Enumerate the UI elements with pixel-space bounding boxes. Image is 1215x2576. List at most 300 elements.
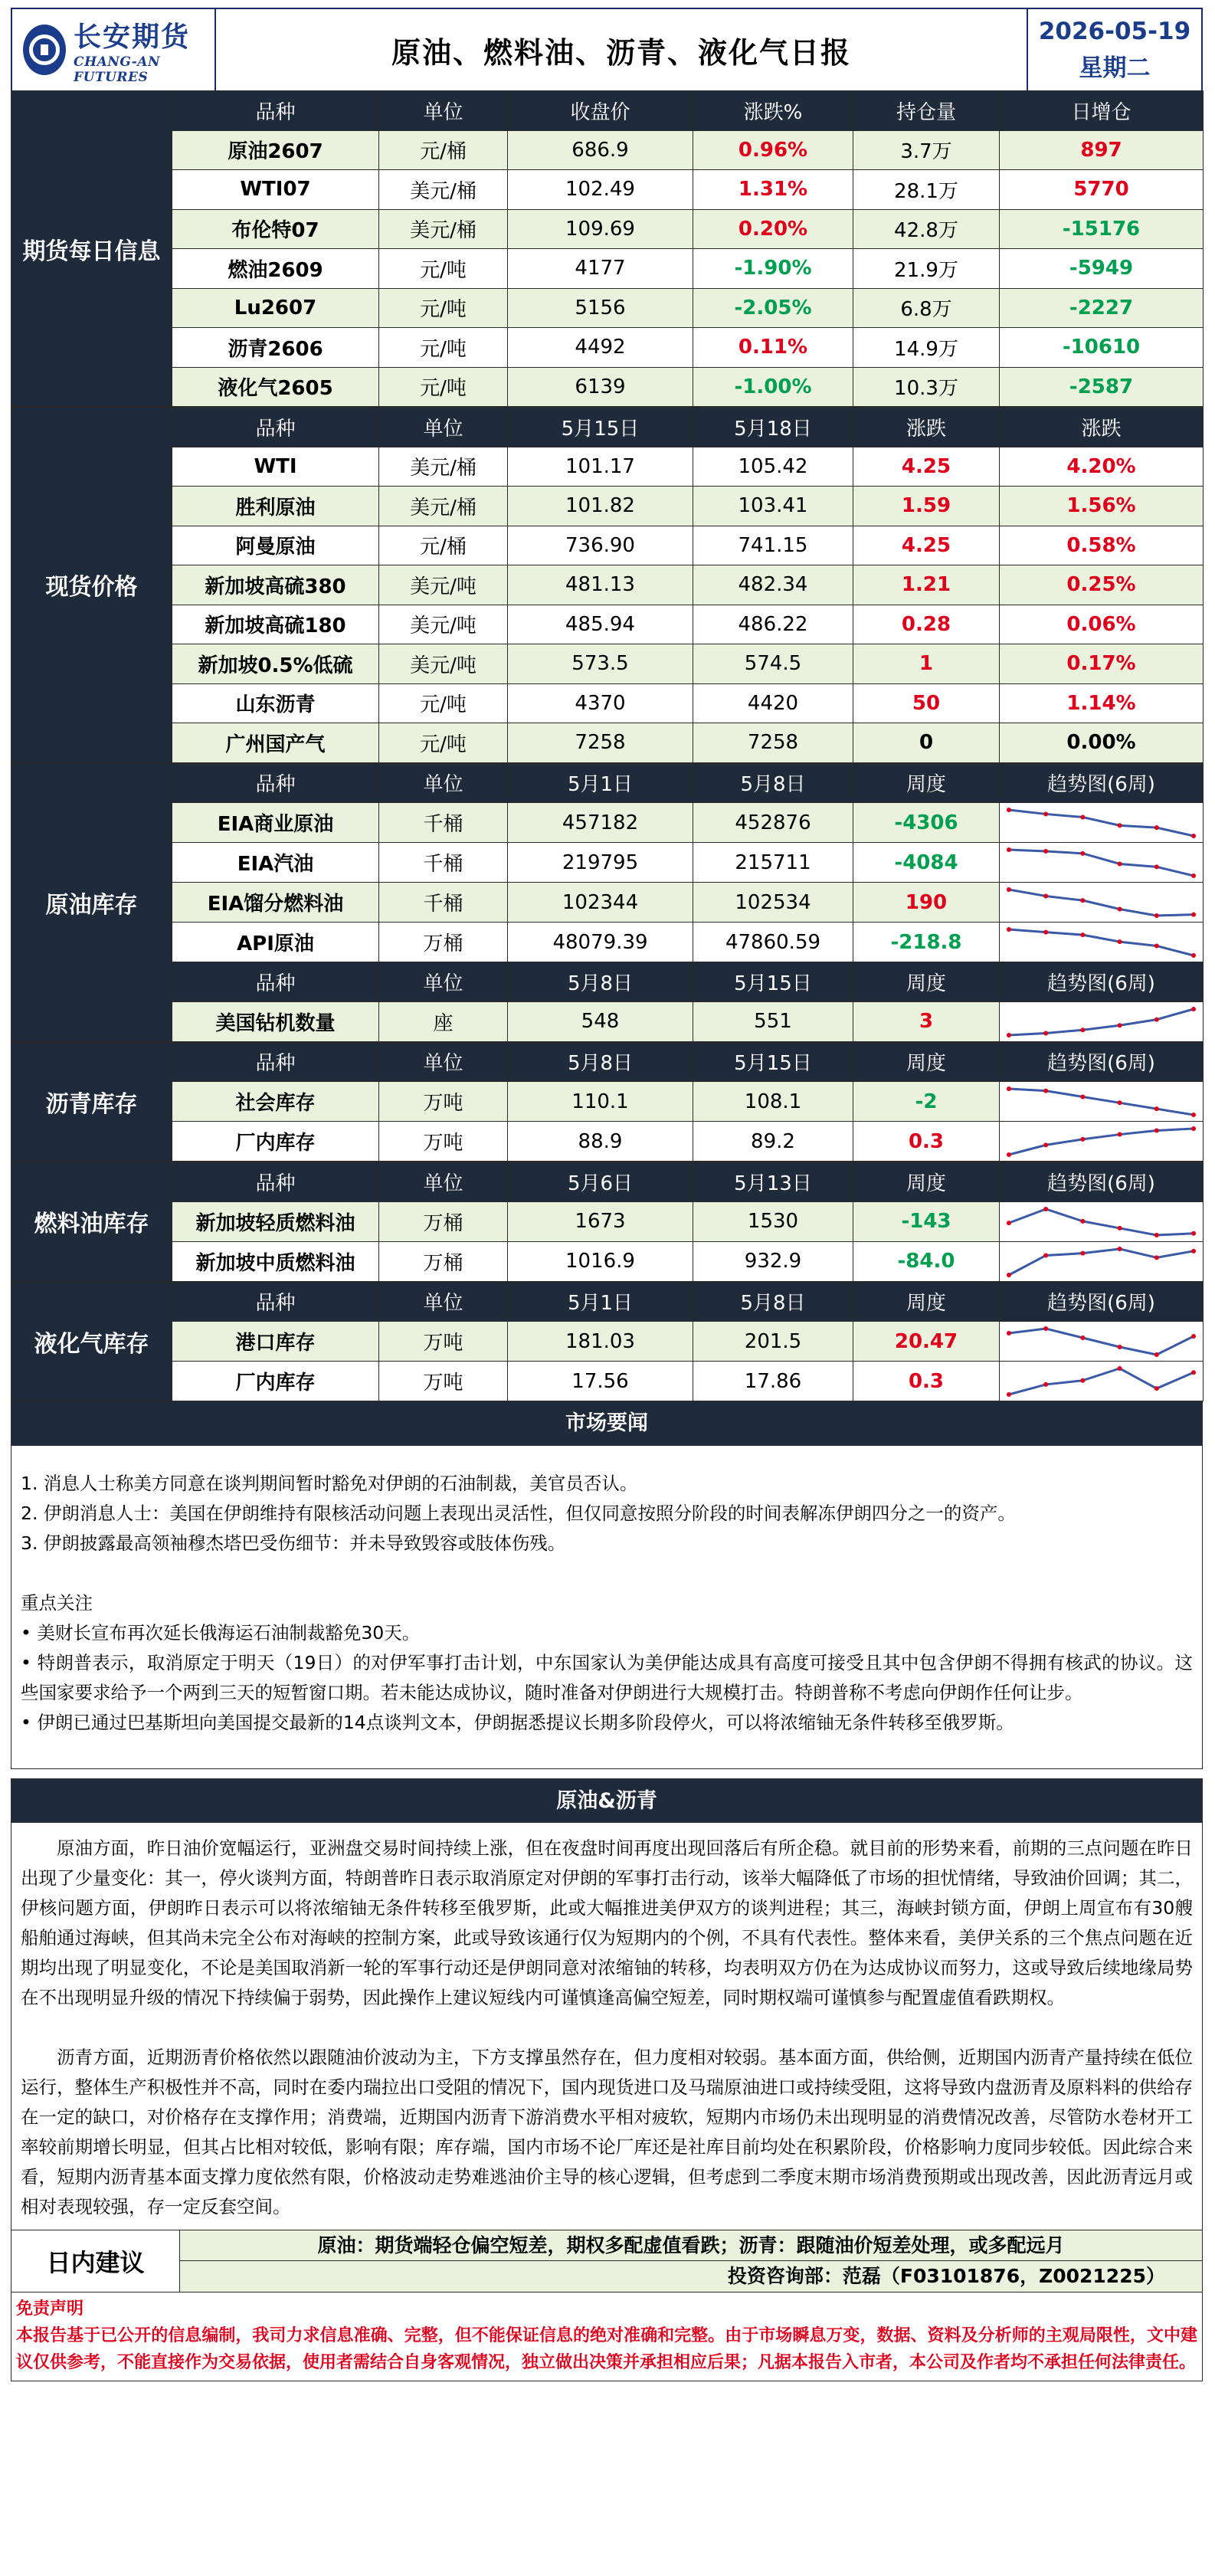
- focus-item: • 伊朗已通过巴基斯坦向美国提交最新的14点谈判文本，伊朗据悉提议长期多阶段停火，可以将浓缩铀无条件转移至俄罗斯。: [21, 1712, 1014, 1733]
- table-header-row: [11, 1282, 1204, 1322]
- trend-sparkline: [1000, 1362, 1203, 1401]
- price-change-pct: 1.14%: [1000, 683, 1204, 723]
- section-label: 期货每日信息: [11, 91, 172, 407]
- unit: 万桶: [379, 1201, 508, 1241]
- table-row: [11, 209, 1204, 249]
- trend-point: [1043, 1031, 1048, 1035]
- daily-oi-change: -10610: [1000, 328, 1204, 368]
- trend-point: [1118, 907, 1122, 912]
- trend-chart-cell: [1000, 1362, 1204, 1401]
- change-pct: -1.00%: [693, 367, 853, 407]
- product-name: EIA馏分燃料油: [172, 883, 379, 923]
- unit: 元/吨: [379, 249, 508, 289]
- product-name: 新加坡0.5%低硫: [172, 644, 379, 684]
- daily-oi-change: 897: [1000, 130, 1204, 170]
- table-row: [11, 923, 1204, 962]
- inventory-period1: 219795: [508, 843, 693, 883]
- trend-sparkline: [1000, 1202, 1203, 1241]
- column-header: 周度: [853, 1282, 1000, 1322]
- close-price: 4492: [508, 328, 693, 368]
- advice-label: 日内建议: [11, 2230, 180, 2292]
- open-interest: 28.1万: [853, 170, 1000, 210]
- table-row: [11, 1122, 1204, 1162]
- trend-line: [1009, 1368, 1194, 1395]
- daily-oi-change: -5949: [1000, 249, 1204, 289]
- trend-point: [1080, 1250, 1085, 1255]
- trend-chart-cell: [1000, 1001, 1204, 1041]
- disclaimer-title: 免责声明: [16, 2299, 84, 2319]
- trend-chart-cell: [1000, 803, 1204, 843]
- trend-point: [1007, 1086, 1011, 1091]
- trend-line: [1009, 1129, 1194, 1155]
- product-name: 沥青2606: [172, 328, 379, 368]
- trend-chart-cell: [1000, 1322, 1204, 1362]
- price-day1: 4370: [508, 683, 693, 723]
- price-day2: 103.41: [693, 487, 853, 526]
- unit: 元/吨: [379, 367, 508, 407]
- unit: 元/桶: [379, 526, 508, 565]
- product-name: 新加坡高硫380: [172, 565, 379, 605]
- trend-point: [1118, 1023, 1122, 1027]
- open-interest: 10.3万: [853, 367, 1000, 407]
- column-header: 品种: [172, 763, 379, 803]
- report-date: 2026-05-19: [1038, 18, 1191, 45]
- column-header: 单位: [379, 408, 508, 447]
- product-name: 燃油2609: [172, 249, 379, 289]
- trend-point: [1007, 808, 1011, 812]
- weekly-change: -143: [853, 1201, 1000, 1241]
- trend-point: [1007, 1221, 1011, 1225]
- column-header: 涨跌: [1000, 408, 1204, 447]
- weekly-change: 190: [853, 883, 1000, 923]
- trend-sparkline: [1000, 1122, 1203, 1161]
- unit: 万吨: [379, 1362, 508, 1401]
- weekly-change: 0.3: [853, 1362, 1000, 1401]
- inventory-period2: 108.1: [693, 1082, 853, 1122]
- column-header: 5月15日: [508, 408, 693, 447]
- unit: 元/吨: [379, 723, 508, 763]
- unit: 万桶: [379, 1241, 508, 1281]
- product-name: 社会库存: [172, 1082, 379, 1122]
- price-day2: 105.42: [693, 447, 853, 487]
- analysis-title: 原油&沥青: [11, 1778, 1203, 1823]
- unit: 千桶: [379, 803, 508, 843]
- table-row: [11, 1201, 1204, 1241]
- trend-sparkline: [1000, 843, 1203, 882]
- column-header: 日增仓: [1000, 91, 1204, 131]
- trend-point: [1118, 939, 1122, 944]
- open-interest: 6.8万: [853, 288, 1000, 328]
- product-name: 港口库存: [172, 1322, 379, 1362]
- trend-point: [1154, 1017, 1159, 1021]
- unit: 美元/吨: [379, 605, 508, 644]
- table-row: [11, 683, 1204, 723]
- trend-line: [1009, 1209, 1194, 1235]
- open-interest: 14.9万: [853, 328, 1000, 368]
- company-logo: [12, 9, 216, 90]
- table-row: [11, 447, 1204, 487]
- product-name: 广州国产气: [172, 723, 379, 763]
- trend-sparkline: [1000, 1242, 1203, 1281]
- inventory-period2: 551: [693, 1001, 853, 1041]
- price-day2: 7258: [693, 723, 853, 763]
- trend-point: [1191, 873, 1196, 878]
- table-header-row: [11, 91, 1204, 131]
- trend-sparkline: [1000, 1082, 1203, 1121]
- table-row: [11, 170, 1204, 210]
- trend-point: [1007, 927, 1011, 932]
- trend-point: [1043, 811, 1048, 816]
- weekly-change: -4306: [853, 803, 1000, 843]
- inventory-period2: 47860.59: [693, 923, 853, 962]
- table-row: [11, 328, 1204, 368]
- report-date-block: [1027, 9, 1201, 90]
- unit: 千桶: [379, 843, 508, 883]
- unit: 美元/桶: [379, 487, 508, 526]
- column-header: 5月1日: [508, 763, 693, 803]
- trend-point: [1118, 1100, 1122, 1105]
- price-day2: 4420: [693, 683, 853, 723]
- trend-line: [1009, 1089, 1194, 1115]
- price-change-pct: 0.00%: [1000, 723, 1204, 763]
- weekly-change: 0.3: [853, 1122, 1000, 1162]
- price-change: 1.59: [853, 487, 1000, 526]
- trend-point: [1154, 1352, 1159, 1357]
- crude-inventory-table: [11, 763, 1204, 1042]
- table-row: [11, 130, 1204, 170]
- unit: 千桶: [379, 883, 508, 923]
- inventory-period2: 89.2: [693, 1122, 853, 1162]
- asphalt-analysis-paragraph: 沥青方面，近期沥青价格依然以跟随油价波动为主，下方支撑虽然存在，但力度相对较弱。基本面方面，供给侧，近期国内沥青产量持续在低位运行，整体生产积极性并不高，同时在委内瑞拉出口受阻的情况下，国内现货进口及马瑞原油进口或持续受阻，这将导致内盘沥青及原料料的供给存在一定的缺口，对价格存在支撑作用；消费端，近期国内沥青下游消费水平相对疲软，短期内市场仍未出现明显的消费情况改善，尽管防水卷材开工率较前期增长明显，但其占比相对较低，影响有限；库存端，国内市场不论厂库还是社库目前均处在积累阶段，价格影响力度同步较低。因此综合来看，短期内沥青基本面支撑力度依然有限，价格波动走势难逃油价主导的核心逻辑，但考虑到二季度末期市场消费预期或出现改善，因此沥青远月或相对表现较强，存一定反套空间。: [21, 2047, 1193, 2217]
- trend-point: [1080, 1137, 1085, 1142]
- product-name: 胜利原油: [172, 487, 379, 526]
- trend-chart-cell: [1000, 843, 1204, 883]
- table-header-row: [11, 962, 1204, 1002]
- trend-point: [1154, 1106, 1159, 1111]
- column-header: 5月6日: [508, 1162, 693, 1202]
- table-header-row: [11, 1162, 1204, 1202]
- trend-point: [1118, 1132, 1122, 1137]
- trend-point: [1043, 930, 1048, 935]
- trend-point: [1080, 1027, 1085, 1032]
- consultant-info: 投资咨询部：范磊（F03101876，Z0021225）: [727, 2265, 1165, 2287]
- trend-point: [1007, 1152, 1011, 1157]
- trend-chart-cell: [1000, 1082, 1204, 1122]
- trend-point: [1007, 847, 1011, 852]
- trend-point: [1118, 823, 1122, 828]
- unit: 美元/桶: [379, 209, 508, 249]
- column-header: 5月15日: [693, 1042, 853, 1082]
- product-name: 新加坡中质燃料油: [172, 1241, 379, 1281]
- trend-sparkline: [1000, 1002, 1203, 1041]
- price-day2: 482.34: [693, 565, 853, 605]
- price-day2: 741.15: [693, 526, 853, 565]
- column-header: 品种: [172, 408, 379, 447]
- weekly-change: -218.8: [853, 923, 1000, 962]
- trend-point: [1007, 1273, 1011, 1277]
- trend-sparkline: [1000, 1322, 1203, 1361]
- trend-point: [1043, 1207, 1048, 1211]
- close-price: 5156: [508, 288, 693, 328]
- trend-point: [1043, 1142, 1048, 1147]
- unit: 元/吨: [379, 683, 508, 723]
- unit: 美元/吨: [379, 565, 508, 605]
- column-header: 品种: [172, 91, 379, 131]
- trend-point: [1191, 953, 1196, 958]
- section-label: 燃料油库存: [11, 1162, 172, 1282]
- price-day1: 7258: [508, 723, 693, 763]
- price-change: 4.25: [853, 526, 1000, 565]
- trend-line: [1009, 1009, 1194, 1035]
- trend-point: [1080, 1378, 1085, 1383]
- column-header: 单位: [379, 1162, 508, 1202]
- column-header: 周度: [853, 1042, 1000, 1082]
- table-row: [11, 723, 1204, 763]
- futures-table: [11, 90, 1204, 407]
- weekly-change: 3: [853, 1001, 1000, 1041]
- unit: 万吨: [379, 1122, 508, 1162]
- daily-oi-change: -15176: [1000, 209, 1204, 249]
- inventory-period2: 215711: [693, 843, 853, 883]
- news-item: 3. 伊朗披露最高领袖穆杰塔巴受伤细节：并未导致毁容或肢体伤残。: [21, 1532, 566, 1554]
- price-change-pct: 0.58%: [1000, 526, 1204, 565]
- logo-english-name: CHANG-AN FUTURES: [74, 54, 160, 85]
- trend-line: [1009, 929, 1194, 955]
- trend-point: [1080, 1094, 1085, 1099]
- price-change-pct: 0.17%: [1000, 644, 1204, 684]
- trend-point: [1154, 1233, 1159, 1237]
- product-name: 新加坡高硫180: [172, 605, 379, 644]
- trend-point: [1191, 1126, 1196, 1131]
- asphalt-inventory-table: [11, 1042, 1204, 1162]
- inventory-period2: 452876: [693, 803, 853, 843]
- inventory-period2: 201.5: [693, 1322, 853, 1362]
- unit: 美元/吨: [379, 644, 508, 684]
- close-price: 4177: [508, 249, 693, 289]
- table-header-row: [11, 763, 1204, 803]
- product-name: 布伦特07: [172, 209, 379, 249]
- trend-point: [1154, 943, 1159, 948]
- trend-point: [1191, 834, 1196, 838]
- open-interest: 3.7万: [853, 130, 1000, 170]
- price-change: 50: [853, 683, 1000, 723]
- trend-chart-cell: [1000, 923, 1204, 962]
- product-name: 新加坡轻质燃料油: [172, 1201, 379, 1241]
- product-name: API原油: [172, 923, 379, 962]
- section-label: 原油库存: [11, 763, 172, 1041]
- column-header: 5月8日: [693, 763, 853, 803]
- column-header: 收盘价: [508, 91, 693, 131]
- product-name: EIA商业原油: [172, 803, 379, 843]
- trend-point: [1191, 1370, 1196, 1375]
- column-header: 5月8日: [508, 962, 693, 1002]
- product-name: Lu2607: [172, 288, 379, 328]
- price-change: 1.21: [853, 565, 1000, 605]
- column-header: 品种: [172, 1162, 379, 1202]
- weekly-change: -84.0: [853, 1241, 1000, 1281]
- column-header: 单位: [379, 763, 508, 803]
- inventory-period1: 548: [508, 1001, 693, 1041]
- column-header: 5月8日: [693, 1282, 853, 1322]
- logo-chinese-name: 长安期货: [74, 21, 191, 53]
- close-price: 109.69: [508, 209, 693, 249]
- trend-point: [1080, 851, 1085, 856]
- trend-point: [1007, 1392, 1011, 1397]
- price-day1: 736.90: [508, 526, 693, 565]
- trend-point: [1191, 1248, 1196, 1253]
- daily-oi-change: -2227: [1000, 288, 1204, 328]
- price-change-pct: 1.56%: [1000, 487, 1204, 526]
- table-row: [11, 565, 1204, 605]
- inventory-period1: 48079.39: [508, 923, 693, 962]
- trend-point: [1154, 825, 1159, 830]
- trend-point: [1154, 913, 1159, 918]
- trend-point: [1007, 1331, 1011, 1336]
- trend-point: [1043, 894, 1048, 899]
- change-pct: -2.05%: [693, 288, 853, 328]
- change-pct: -1.90%: [693, 249, 853, 289]
- unit: 万吨: [379, 1082, 508, 1122]
- column-header: 周度: [853, 763, 1000, 803]
- unit: 元/吨: [379, 328, 508, 368]
- daily-oi-change: 5770: [1000, 170, 1204, 210]
- unit: 座: [379, 1001, 508, 1041]
- price-change: 0.28: [853, 605, 1000, 644]
- report-title: 原油、燃料油、沥青、液化气日报: [391, 35, 851, 70]
- trend-chart-cell: [1000, 1122, 1204, 1162]
- column-header: 周度: [853, 962, 1000, 1002]
- column-header: 持仓量: [853, 91, 1000, 131]
- inventory-period2: 1530: [693, 1201, 853, 1241]
- crude-analysis-paragraph: 原油方面，昨日油价宽幅运行，亚洲盘交易时间持续上涨，但在夜盘时间再度出现回落后有所企稳。就目前的形势来看，前期的三点问题在昨日出现了少量变化：其一，停火谈判方面，特朗普昨日表示取消原定对伊朗的军事打击行动，该举大幅降低了市场的担忧情绪，导致油价回调；其二，伊核问题方面，伊朗昨日表示可以将浓缩铀无条件转移至俄罗斯，此或大幅推进美伊双方的谈判进程；其三，海峡封锁方面，伊朗上周宣布有30艘船舶通过海峡，但其尚未完全公布对海峡的控制方案，此或导致该通行仅为短期内的个例，不具有代表性。整体来看，美伊关系的三个焦点问题在近期均出现了明显变化，不论是美国取消新一轮的军事行动还是伊朗同意对浓缩铀的转移，均表明双方仍在为达成协议而努力，这或导致后续地缘局势在不出现明显升级的情况下持续偏于弱势，因此操作上建议短线内可谨慎逢高偏空短差，同时期权端可谨慎参与配置虚值看跌期权。: [21, 1837, 1193, 2008]
- inventory-period1: 1016.9: [508, 1241, 693, 1281]
- intraday-advice: [11, 2230, 1203, 2293]
- news-item: 1. 消息人士称美方同意在谈判期间暂时豁免对伊朗的石油制裁，美官员否认。: [21, 1473, 638, 1494]
- inventory-period2: 17.86: [693, 1362, 853, 1401]
- unit: 万桶: [379, 923, 508, 962]
- trend-line: [1009, 1249, 1194, 1275]
- table-row: [11, 883, 1204, 923]
- product-name: 液化气2605: [172, 367, 379, 407]
- product-name: EIA汽油: [172, 843, 379, 883]
- table-row: [11, 1082, 1204, 1122]
- price-day1: 573.5: [508, 644, 693, 684]
- change-pct: 0.96%: [693, 130, 853, 170]
- news-item: 2. 伊朗消息人士：美国在伊朗维持有限核活动问题上表现出灵活性，但仅同意按照分阶段的时间表解冻伊朗四分之一的资产。: [21, 1503, 1016, 1524]
- close-price: 686.9: [508, 130, 693, 170]
- trend-line: [1009, 890, 1194, 916]
- table-header-row: [11, 1042, 1204, 1082]
- table-row: [11, 1322, 1204, 1362]
- weekly-change: -4084: [853, 843, 1000, 883]
- trend-point: [1080, 1336, 1085, 1340]
- table-row: [11, 367, 1204, 407]
- table-row: [11, 487, 1204, 526]
- trend-point: [1007, 887, 1011, 892]
- price-change: 0: [853, 723, 1000, 763]
- trend-point: [1080, 815, 1085, 820]
- price-change-pct: 4.20%: [1000, 447, 1204, 487]
- inventory-period1: 102344: [508, 883, 693, 923]
- daily-oi-change: -2587: [1000, 367, 1204, 407]
- column-header: 5月13日: [693, 1162, 853, 1202]
- open-interest: 21.9万: [853, 249, 1000, 289]
- trend-point: [1191, 1231, 1196, 1235]
- trend-point: [1043, 1326, 1048, 1331]
- unit: 美元/桶: [379, 447, 508, 487]
- price-day1: 101.82: [508, 487, 693, 526]
- column-header: 品种: [172, 962, 379, 1002]
- change-pct: 0.20%: [693, 209, 853, 249]
- trend-point: [1118, 1247, 1122, 1251]
- trend-point: [1080, 1218, 1085, 1223]
- trend-point: [1154, 864, 1159, 869]
- price-change-pct: 0.06%: [1000, 605, 1204, 644]
- trend-point: [1007, 1033, 1011, 1037]
- section-label: 现货价格: [11, 408, 172, 763]
- trend-point: [1154, 1386, 1159, 1391]
- unit: 万吨: [379, 1322, 508, 1362]
- lpg-inventory-table: [11, 1282, 1204, 1402]
- close-price: 102.49: [508, 170, 693, 210]
- inventory-period1: 457182: [508, 803, 693, 843]
- trend-point: [1043, 1089, 1048, 1093]
- report-weekday: 星期二: [1079, 54, 1151, 82]
- column-header: 单位: [379, 962, 508, 1002]
- table-row: [11, 644, 1204, 684]
- inventory-period2: 102534: [693, 883, 853, 923]
- price-change: 4.25: [853, 447, 1000, 487]
- trend-sparkline: [1000, 923, 1203, 962]
- column-header: 5月18日: [693, 408, 853, 447]
- trend-point: [1154, 1255, 1159, 1260]
- price-change-pct: 0.25%: [1000, 565, 1204, 605]
- table-row: [11, 249, 1204, 289]
- price-day1: 481.13: [508, 565, 693, 605]
- focus-item: • 美财长宣布再次延长俄海运石油制裁豁免30天。: [21, 1622, 421, 1644]
- column-header: 单位: [379, 1042, 508, 1082]
- market-news-block: [11, 1446, 1203, 1769]
- advice-text: 原油：期货端轻仓偏空短差，期权多配虚值看跌；沥青：跟随油价短差处理，或多配远月: [180, 2230, 1202, 2261]
- inventory-period1: 181.03: [508, 1322, 693, 1362]
- trend-sparkline: [1000, 803, 1203, 842]
- weekly-change: 20.47: [853, 1322, 1000, 1362]
- column-header: 趋势图(6周): [1000, 962, 1204, 1002]
- product-name: 阿曼原油: [172, 526, 379, 565]
- trend-point: [1191, 913, 1196, 917]
- inventory-period1: 110.1: [508, 1082, 693, 1122]
- trend-point: [1043, 1253, 1048, 1257]
- trend-point: [1043, 849, 1048, 854]
- unit: 元/吨: [379, 288, 508, 328]
- column-header: 周度: [853, 1162, 1000, 1202]
- inventory-period1: 1673: [508, 1201, 693, 1241]
- trend-point: [1118, 1366, 1122, 1371]
- column-header: 趋势图(6周): [1000, 1042, 1204, 1082]
- trend-point: [1118, 1225, 1122, 1230]
- table-row: [11, 1362, 1204, 1401]
- logo-emblem-icon: [23, 25, 66, 75]
- change-pct: 1.31%: [693, 170, 853, 210]
- price-change: 1: [853, 644, 1000, 684]
- table-row: [11, 843, 1204, 883]
- table-row: [11, 1001, 1204, 1041]
- trend-chart-cell: [1000, 1201, 1204, 1241]
- change-pct: 0.11%: [693, 328, 853, 368]
- unit: 元/桶: [379, 130, 508, 170]
- product-name: WTI: [172, 447, 379, 487]
- table-row: [11, 526, 1204, 565]
